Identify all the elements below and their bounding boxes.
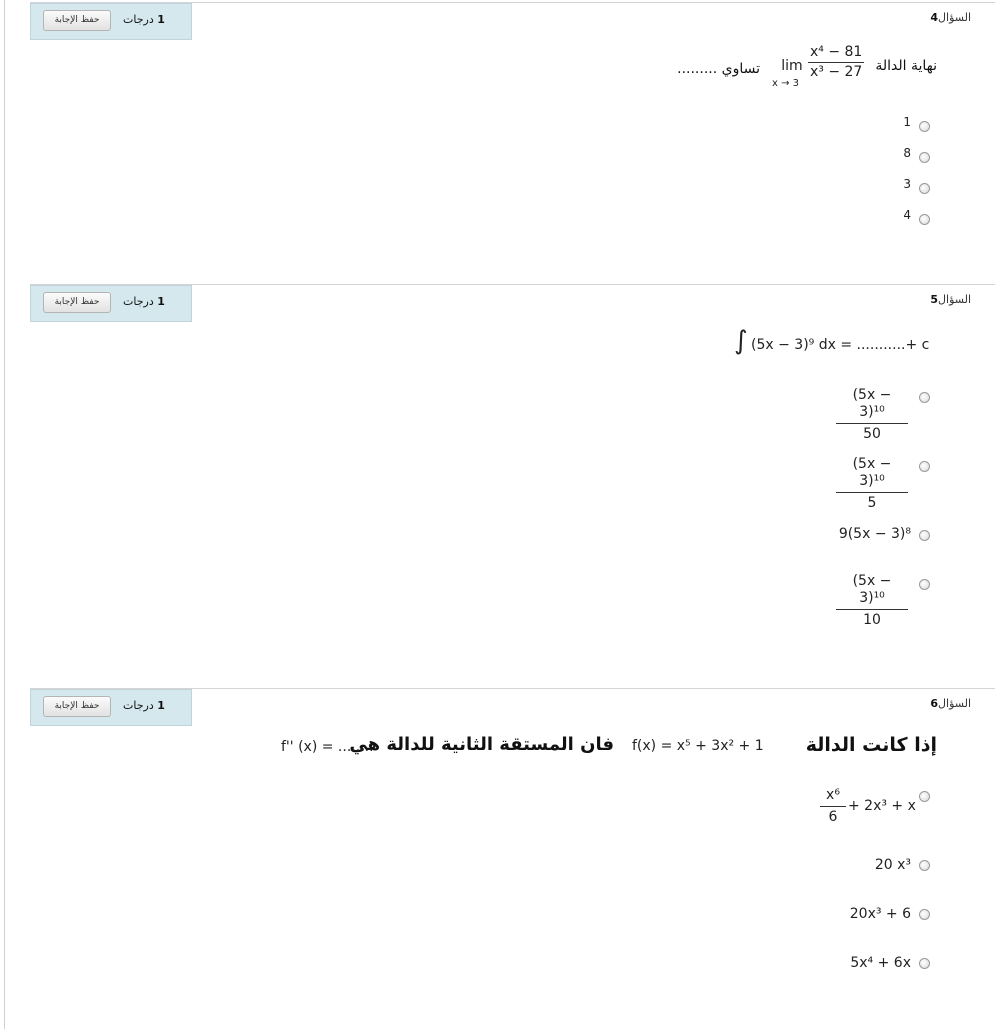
option-label: 1 bbox=[903, 115, 911, 129]
save-answer-button[interactable]: حفظ الإجابة bbox=[43, 696, 111, 717]
option-fraction: $\frac{\text{(5x − 3)¹⁰}}{10}$ bbox=[836, 573, 908, 629]
grade-panel bbox=[30, 285, 192, 322]
function-definition: f(x) = x⁵ + 3x² + 1 bbox=[632, 738, 764, 754]
option-label: 20x³ + 6 bbox=[849, 906, 911, 922]
option-radio[interactable] bbox=[919, 461, 930, 472]
option-fraction: $\frac{\text{(5x − 3)¹⁰}}{50}$ bbox=[836, 387, 908, 443]
question-5 bbox=[0, 284, 995, 688]
option-radio[interactable] bbox=[919, 214, 930, 225]
option-fraction: $\frac{\text{x⁶}}{6}$ bbox=[820, 787, 846, 826]
option-radio[interactable] bbox=[919, 909, 930, 920]
option-radio[interactable] bbox=[919, 152, 930, 163]
option-radio[interactable] bbox=[919, 121, 930, 132]
question-text-start: نهاية الدالة bbox=[875, 58, 937, 74]
integral-expression: (5x − 3)⁹ dx = ...........+ c bbox=[751, 337, 930, 353]
option-label: 3 bbox=[903, 177, 911, 191]
option-label: 5x⁴ + 6x bbox=[850, 955, 911, 971]
limit-subscript: x → 3 bbox=[772, 78, 800, 89]
option-radio[interactable] bbox=[919, 530, 930, 541]
question-number: السؤال4 bbox=[930, 11, 971, 24]
grade-panel bbox=[30, 689, 192, 726]
option-radio[interactable] bbox=[919, 958, 930, 969]
option-radio[interactable] bbox=[919, 579, 930, 590]
option-label: 9(5x − 3)⁸ bbox=[838, 526, 911, 542]
question-number: السؤال5 bbox=[930, 293, 971, 306]
question-text-end: تساوي ......... bbox=[677, 61, 760, 77]
option-radio[interactable] bbox=[919, 392, 930, 403]
marks-label: 1 درجات bbox=[123, 13, 165, 26]
option-label: + 2x³ + x bbox=[848, 798, 916, 814]
fraction-denominator: x³ − 27 bbox=[810, 64, 863, 80]
option-radio[interactable] bbox=[919, 860, 930, 871]
second-derivative-blank: f'' (x) = ........ bbox=[281, 739, 374, 755]
question-text-start: إذا كانت الدالة bbox=[805, 734, 937, 756]
marks-label: 1 درجات bbox=[123, 699, 165, 712]
option-label: 20 x³ bbox=[874, 857, 911, 873]
option-label: 8 bbox=[903, 146, 911, 160]
question-text-middle: فان المستقة الثانية للدالة هي bbox=[349, 734, 614, 755]
option-fraction: $\frac{\text{(5x − 3)¹⁰}}{5}$ bbox=[836, 456, 908, 512]
question-number: السؤال6 bbox=[930, 697, 971, 710]
grade-panel bbox=[30, 3, 192, 40]
question-6 bbox=[0, 688, 995, 1029]
save-answer-button[interactable]: حفظ الإجابة bbox=[43, 292, 111, 313]
option-label: 4 bbox=[903, 208, 911, 222]
fraction-numerator: x⁴ − 81 bbox=[808, 44, 864, 63]
question-4 bbox=[0, 2, 995, 284]
option-radio[interactable] bbox=[919, 183, 930, 194]
limit-word: lim bbox=[781, 58, 803, 74]
option-radio[interactable] bbox=[919, 791, 930, 802]
limit-fraction bbox=[808, 44, 864, 81]
marks-label: 1 درجات bbox=[123, 295, 165, 308]
save-answer-button[interactable]: حفظ الإجابة bbox=[43, 10, 111, 31]
integral-sign: ∫ bbox=[734, 326, 748, 356]
